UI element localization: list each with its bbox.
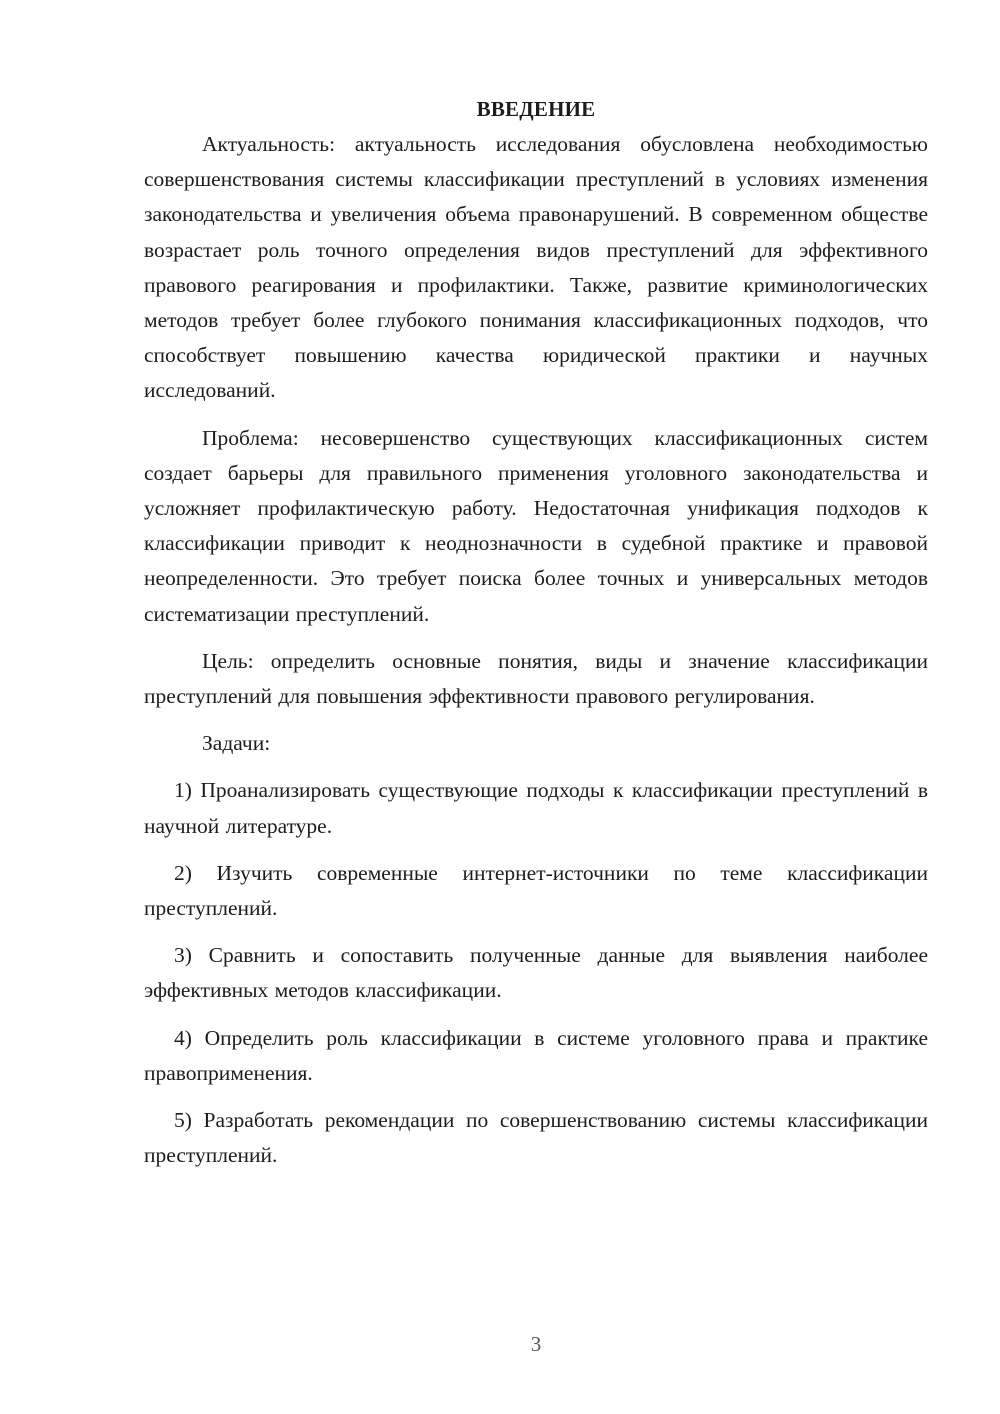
tasks-heading: Задачи: [202,731,271,756]
page-number: 3 [530,1332,542,1356]
task-item-1: 1) Проанализировать существующие подходы к классификации преступлений в научной литературе. [144,778,928,838]
problem-paragraph: Проблема: несовершенство существующих классификационных систем создает барьеры для правильного применения уголовного законодательства и усложняет профилактическую работу. Недостаточная унификация подходов к классификации приводит к неоднозначности в судебной практике и правовой неопределенности. Это требует поиска более точных и универсальных методов систематизации преступлений. [144,425,928,626]
goal-paragraph: Цель: определить основные понятия, виды и значение классификации преступлений для повышения эффективности правового регулирования. [144,648,928,709]
task-item-2: 2) Изучить современные интернет-источники по теме классификации преступлений. [144,860,928,921]
task-item-4: 4) Определить роль классификации в системе уголовного права и практике правоприменения. [144,1025,928,1085]
relevance-paragraph: Актуальность: актуальность исследования обусловлена необходимостью совершенствования системы классификации преступлений в условиях изменения законодательства и увеличения объема правонарушений. В современном обществе возрастает роль точного определения видов преступлений для эффективного правового реагирования и профилактики. Также, развитие криминологических методов требует более глубокого понимания классификационных подходов, что способствует повышению качества юридической практики и научных исследований. [144,132,928,403]
task-item-5: 5) Разработать рекомендации по совершенствованию системы классификации преступлений. [144,1108,928,1168]
document-page [144,92,928,1185]
section-title: ВВЕДЕНИЕ [476,97,596,121]
task-item-3: 3) Сравнить и сопоставить полученные данные для выявления наиболее эффективных методов классификации. [144,943,928,1003]
